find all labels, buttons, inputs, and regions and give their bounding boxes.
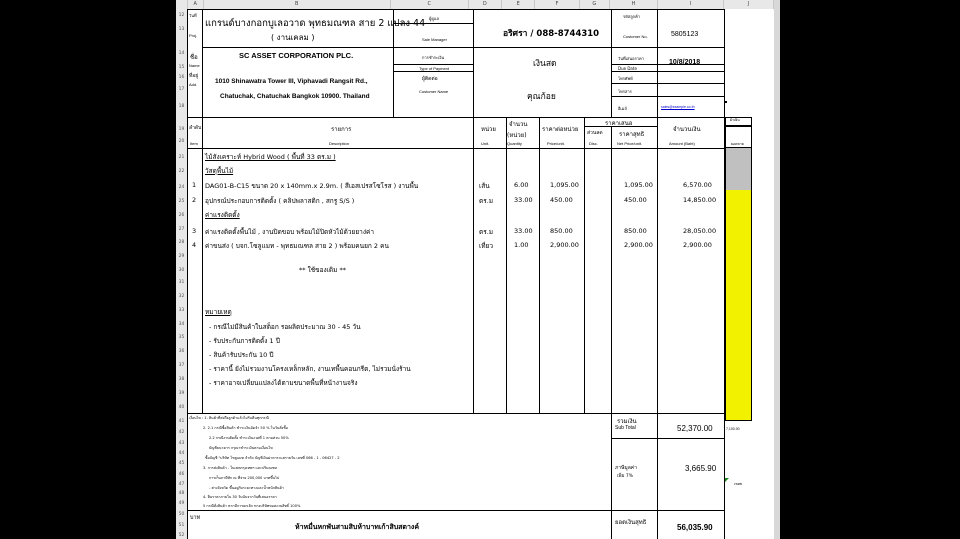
col-j[interactable]: J [724,0,774,9]
row-number[interactable]: 48 [178,491,185,496]
col-price-th: ราคาต่อหน่วย [542,126,579,133]
addr-label: Add. [189,82,198,87]
col-qty-th2: (หน่วย) [507,132,527,139]
row-number[interactable]: 15 [178,65,185,70]
payment-label: Type of Payment [419,66,450,71]
custno-value: 5805123 [671,31,699,38]
row-number[interactable]: 31 [178,280,185,285]
col-qty-en: Quantity [507,141,522,146]
col-disc-th: ส่วนลด [587,130,603,136]
row-number[interactable]: 40 [178,405,185,410]
spreadsheet-sheet [176,0,774,539]
row-number[interactable]: 51 [178,523,185,528]
item-net-price: 2,900.00 [624,241,653,249]
section-title: ไม้สังเคราะห์ Hybrid Wood ( พื้นที่ 33 ตร.ม ) [205,153,336,161]
col-a[interactable]: A [188,0,204,9]
vat-th2: เพิ่ม 7% [617,474,634,479]
row-number[interactable]: 34 [178,322,185,327]
col-e[interactable]: E [502,0,535,9]
amount-in-words: ห้าหมื่นหกพันสามสิบห้าบาทเก้าสิบสตางค์ [295,523,420,531]
side-label-1: ผ้าเย็น [730,118,740,122]
col-unit-th: หน่วย [481,126,496,133]
term-line: เงื่อนไข : 1. สินค้าที่ส่งถึงลูกค้าแล้วไม่รับคืนทุกกรณี [189,416,269,420]
item-description: ค่าขนส่ง ( บจก.โซลูแมท - พุทธมณฑล สาย 2 ) พร้อมคนยก 2 คน [205,242,389,250]
gray-bar [725,148,752,190]
term-line: 4. ยืนราคาภายใน 30 วันนับจากวันที่เสนอราคา [203,495,277,499]
side-panel [725,9,774,539]
term-line: บัญชีธนาคาร กรุณาชำระเงินตามเงื่อนไข [209,446,273,450]
row-number[interactable]: 29 [178,254,185,259]
subtotal-value: 52,370.00 [677,424,713,433]
row-number[interactable]: 37 [178,363,185,368]
item-amount: 14,850.00 [683,196,717,204]
subtotal-en: Sub Total [615,425,636,431]
project-note: ( งานเคลม ) [271,33,315,42]
row-number[interactable]: 33 [178,308,185,313]
due-date-label: Due Date [618,66,637,71]
row-number[interactable]: 52 [178,533,185,538]
row-number[interactable]: 18 [178,104,185,109]
vat-value: 3,665.90 [685,464,717,473]
row-number[interactable]: 42 [178,430,185,435]
col-unit-en: Unit. [481,141,490,146]
row-number[interactable]: 13 [178,27,185,32]
row-number[interactable]: 35 [178,335,185,340]
remark-line: - กรณีไม่มีสินค้าในสต็อก รอผลิตประมาณ 30 - 45 วัน [209,323,361,331]
term-line: ซื้อบัญชี "บริษัท โซลูแมท จำกัด บัญชีเงินฝากกระแสรายวัน เลขที่ 066 - 1 - 06427 - 2 [205,456,340,460]
sub-material: วัสดุพื้นไม้ [205,167,234,175]
item-amount: 28,050.00 [683,227,717,235]
row-number[interactable]: 20 [178,139,185,144]
row-number[interactable]: 14 [178,51,185,56]
row-number[interactable]: 26 [178,213,185,218]
term-line: 3. การส่งสินค้า - ในเขตกรุงเทพฯ และปริมณฑล [203,466,278,470]
project-name: แกรนด์บางกอกบูเลอวาด พุทธมณฑล สาย 2 แปลง 44 [205,18,426,29]
contact-label: Customer Name [419,89,449,94]
baht-label: บาท [190,515,201,521]
address-line-1: 1010 Shinawatra Tower III, Viphavadi Rangsit Rd., [215,78,368,85]
item-quantity: 33.00 [514,227,533,235]
col-no-th: ลำดับ [189,125,202,131]
item-price: 2,900.00 [550,241,579,249]
item-amount: 2,900.00 [683,241,712,249]
fax-label: โทรสาร [618,89,632,94]
row-number[interactable]: 38 [178,377,185,382]
item-description: DAG01-B-C15 ขนาด 20 x 140mm.x 2.9m. ( สีเอสเปรสโซโรส ) งานพื้น [205,182,419,190]
item-description: ค่าแรงติดตั้งพื้นไม้ , งานปิดขอบ พร้อมไม้ปิดหัวไม้ด้วยยาง่ค่า [205,228,374,236]
row-number[interactable]: 44 [178,451,185,456]
row-number[interactable]: 22 [178,169,185,174]
row-number[interactable]: 43 [178,441,185,446]
tel-label: โทรศัพท์ [618,76,633,81]
row-number[interactable]: 16 [178,75,185,80]
remark-line: - ราคาอาจเปลี่ยนแปลงได้ตามขนาดพื้นที่หน้างานจริง [209,379,358,387]
row-number[interactable]: 47 [178,482,185,487]
item-unit: เส้น [479,182,490,190]
col-amount-th: จำนวนเงิน [673,126,701,133]
name-label-th: ชื่อ [190,54,198,61]
row-number[interactable]: 27 [178,227,185,232]
row-number[interactable]: 32 [178,294,185,299]
item-no: 3 [192,227,197,235]
row-number[interactable]: 50 [178,512,185,517]
col-d[interactable]: D [469,0,502,9]
item-net-price: 1,095.00 [624,181,653,189]
sale-manager-value: อริศรา / 088-8744310 [503,29,600,39]
row-number[interactable]: 25 [178,199,185,204]
remarks-title: หมายเหตุ [205,308,232,316]
side-label-2: ยอดขาย [731,142,744,146]
col-b[interactable]: B [204,0,392,9]
customer-company: SC ASSET CORPORATION PLC. [239,51,354,60]
col-desc-en: Description [329,141,350,146]
col-g[interactable]: G [580,0,610,9]
item-no: 1 [192,181,197,189]
custno-th: รหัสลูกค้า [623,14,641,19]
quote-date-th: วันที่เสนอราคา [618,56,644,61]
term-line: 2.2 กรณีงานติดตั้ง ชำระเงินงวดที่ 1 ตามส่วน 50% [209,436,289,440]
row-number[interactable]: 12 [178,13,185,18]
proj-label-th: วันที่ [189,13,197,18]
sale-manager-label: Sale Manager [422,37,447,42]
row-number[interactable]: 28 [178,240,185,245]
term-line: 5 กรณีสั่งสินค้า หากมีการยกเลิก ทางบริษัทขอสงวนสิทธิ์ 100% [203,504,301,508]
quote-date-value: 10/8/2018 [669,59,701,66]
custno-label: Customer No. [623,34,648,39]
side-mark-1: 7,100.00 [726,427,740,431]
col-h[interactable]: H [610,0,658,9]
col-desc-th: รายการ [331,126,352,133]
sale-manager-th: ผู้ดูแล [429,16,439,21]
payment-th: การชำระเงิน [422,55,445,60]
item-no: 4 [192,241,197,249]
addr-label-th: ที่อยู่ [189,73,199,79]
col-c[interactable]: C [391,0,469,9]
remark-line: - สินค้ารับประกัน 10 ปี [209,351,274,359]
item-description: อุปกรณ์ประกอบการติดตั้ง ( คลิปพลาสติก , สกรู S/S ) [205,197,355,205]
vertical-scrollbar[interactable] [774,0,780,539]
yellow-bar [725,190,752,421]
row-number[interactable]: 30 [178,268,185,273]
item-net-price: 850.00 [624,227,647,235]
payment-value: เงินสด [533,59,557,69]
item-quantity: 6.00 [514,181,529,189]
item-quantity: 1.00 [514,241,529,249]
green-triangle-icon [725,478,729,482]
contact-th: ผู้ติดต่อ [422,76,438,82]
remark-line: - รับประกันการติดตั้ง 1 ปี [209,337,280,345]
contact-value: คุณก้อย [527,92,556,102]
col-amount-en: Amount (Baht) [669,141,695,146]
item-price: 850.00 [550,227,573,235]
col-disc-en: Disc. [589,141,598,146]
proj-label: Proj. [189,33,198,38]
row-number[interactable]: 39 [178,391,185,396]
vat-th: ภาษีมูลค่า [615,465,637,471]
row-number[interactable]: 21 [178,155,185,160]
col-price-en: Price/unit. [547,141,565,146]
side-mark-2: เชยซ [734,482,742,486]
term-line: - ต่างจังหวัด ขึ้นอยู่กับระยะทางและน้ำหนักสินค้า [209,486,284,490]
col-net-th: ราคาสุทธิ [619,131,645,138]
row-number[interactable]: 17 [178,87,185,92]
net-total-th: ยอดเงินสุทธิ [615,519,647,526]
row-number[interactable]: 45 [178,461,185,466]
remark-line: - ราคานี้ ยังไม่รวมงานโครงเหล็กหลัก, งานเทพื้นคอนกรีต, ไม่รวมนั่งร้าน [209,365,411,373]
sub-labor: ค่าแรงติดตั้ง [205,211,240,219]
address-line-2: Chatuchak, Chatuchak Bangkok 10900. Thailand [220,93,370,100]
term-line: การเก็บภาษีหัก ณ ที่จ่าย 200,000 บาทขึ้นไป [209,476,280,480]
item-price: 1,095.00 [550,181,579,189]
item-net-price: 450.00 [624,196,647,204]
item-unit: ตร.ม [479,228,494,236]
item-quantity: 33.00 [514,196,533,204]
email-link[interactable]: sales@example.co.th [661,105,695,109]
subtotal-th: รวมเงิน [617,418,637,425]
item-unit: เที่ยว [479,242,493,250]
term-line: 2. 2.1 กรณีซื้อสินค้า ชำระเงินมัดจำ 50 % ในวันสั่งซื้อ [203,426,288,430]
row-number[interactable]: 36 [178,349,185,354]
net-total-value: 56,035.90 [677,523,713,532]
col-net-en: Net Price/unit. [617,141,643,146]
col-offer-group: ราคาเสนอ [605,120,633,127]
row-number[interactable]: 46 [178,472,185,477]
col-no-en: Item [190,141,198,146]
item-no: 2 [192,196,197,204]
quotation-document [187,9,725,539]
col-qty-th: จำนวน [509,121,528,128]
center-note: ** ใช้ของเดิม ** [299,266,346,274]
col-f[interactable]: F [535,0,579,9]
name-label: Name [189,63,200,68]
item-unit: ตร.ม [479,197,494,205]
row-number[interactable]: 41 [178,419,185,424]
row-number[interactable]: 24 [178,185,185,190]
item-price: 450.00 [550,196,573,204]
item-amount: 6,570.00 [683,181,712,189]
email-label: อีเมล์ [618,106,627,111]
row-number[interactable]: 19 [178,127,185,132]
row-number[interactable]: 49 [178,501,185,506]
col-i[interactable]: I [658,0,724,9]
